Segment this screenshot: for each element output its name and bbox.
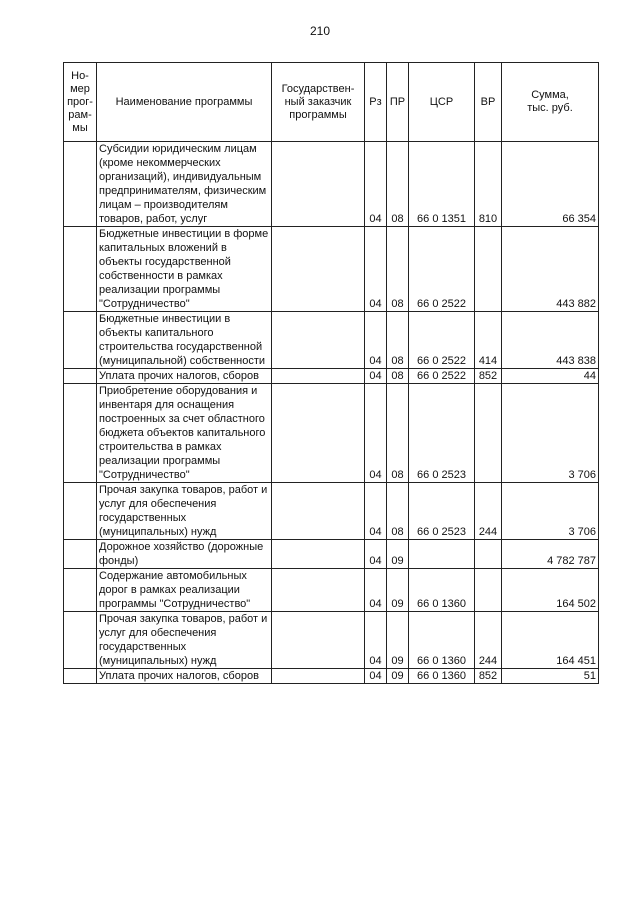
cell-csr: 66 0 2523 — [409, 483, 475, 540]
cell-sum: 44 — [502, 369, 599, 384]
header-pr: ПР — [387, 63, 409, 142]
cell-csr: 66 0 1351 — [409, 142, 475, 227]
cell-name: Прочая закупка товаров, работ и услуг для обеспечения государственных (муниципальных) нужд — [97, 483, 272, 540]
cell-sum: 66 354 — [502, 142, 599, 227]
cell-rz: 04 — [365, 483, 387, 540]
cell-customer — [272, 227, 365, 312]
cell-sum: 443 882 — [502, 227, 599, 312]
cell-name: Субсидии юридическим лицам (кроме некоммерческих организаций), индивидуальным предпринимателям, физическим лицам – производителям товаров, работ, услуг — [97, 142, 272, 227]
cell-rz: 04 — [365, 227, 387, 312]
table-row — [64, 312, 599, 369]
table-row — [64, 569, 599, 612]
cell-sum: 164 451 — [502, 612, 599, 669]
cell-customer — [272, 540, 365, 569]
table-row — [64, 227, 599, 312]
cell-pr: 08 — [387, 369, 409, 384]
cell-pr: 08 — [387, 384, 409, 483]
table-row — [64, 669, 599, 684]
cell-csr: 66 0 2522 — [409, 227, 475, 312]
cell-sum: 3 706 — [502, 384, 599, 483]
cell-customer — [272, 142, 365, 227]
header-rz: Рз — [365, 63, 387, 142]
cell-pr: 09 — [387, 540, 409, 569]
table-row — [64, 612, 599, 669]
cell-vr: 810 — [475, 142, 502, 227]
header-vr: ВР — [475, 63, 502, 142]
cell-pr: 09 — [387, 569, 409, 612]
cell-vr — [475, 569, 502, 612]
page-number: 210 — [309, 24, 331, 38]
table-row — [64, 483, 599, 540]
cell-name: Приобретение оборудования и инвентаря для оснащения построенных за счет областного бюджета объектов капитального строительства в рамках реализации программы "Сотрудничество" — [97, 384, 272, 483]
cell-pr: 08 — [387, 483, 409, 540]
cell-customer — [272, 369, 365, 384]
cell-customer — [272, 612, 365, 669]
cell-csr: 66 0 1360 — [409, 569, 475, 612]
cell-number — [64, 312, 97, 369]
cell-pr: 09 — [387, 669, 409, 684]
cell-csr: 66 0 2522 — [409, 312, 475, 369]
header-csr: ЦСР — [409, 63, 475, 142]
cell-customer — [272, 312, 365, 369]
header-sum: Сумма, тыс. руб. — [502, 63, 599, 142]
cell-csr: 66 0 2522 — [409, 369, 475, 384]
cell-rz: 04 — [365, 142, 387, 227]
cell-customer — [272, 669, 365, 684]
header-state-customer: Государствен- ный заказчик программы — [272, 63, 365, 142]
table-row — [64, 540, 599, 569]
cell-number — [64, 483, 97, 540]
cell-vr — [475, 227, 502, 312]
cell-rz: 04 — [365, 384, 387, 483]
cell-sum: 4 782 787 — [502, 540, 599, 569]
cell-name: Уплата прочих налогов, сборов — [97, 369, 272, 384]
cell-name: Бюджетные инвестиции в форме капитальных вложений в объекты государственной собственности в рамках реализации программы "Сотрудничество" — [97, 227, 272, 312]
cell-pr: 08 — [387, 312, 409, 369]
cell-sum: 164 502 — [502, 569, 599, 612]
cell-csr: 66 0 1360 — [409, 612, 475, 669]
cell-sum: 3 706 — [502, 483, 599, 540]
cell-name: Дорожное хозяйство (дорожные фонды) — [97, 540, 272, 569]
cell-number — [64, 142, 97, 227]
cell-customer — [272, 384, 365, 483]
cell-name: Уплата прочих налогов, сборов — [97, 669, 272, 684]
cell-number — [64, 540, 97, 569]
cell-rz: 04 — [365, 669, 387, 684]
cell-sum: 51 — [502, 669, 599, 684]
cell-number — [64, 569, 97, 612]
cell-sum: 443 838 — [502, 312, 599, 369]
table-row — [64, 384, 599, 483]
cell-customer — [272, 569, 365, 612]
table-row — [64, 369, 599, 384]
cell-vr — [475, 384, 502, 483]
cell-vr — [475, 540, 502, 569]
cell-rz: 04 — [365, 369, 387, 384]
cell-number — [64, 369, 97, 384]
cell-csr: 66 0 2523 — [409, 384, 475, 483]
cell-rz: 04 — [365, 540, 387, 569]
cell-customer — [272, 483, 365, 540]
budget-table — [63, 62, 599, 684]
cell-name: Прочая закупка товаров, работ и услуг для обеспечения государственных (муниципальных) нужд — [97, 612, 272, 669]
cell-csr — [409, 540, 475, 569]
cell-vr: 244 — [475, 483, 502, 540]
cell-rz: 04 — [365, 569, 387, 612]
cell-pr: 09 — [387, 612, 409, 669]
table-row — [64, 142, 599, 227]
cell-number — [64, 384, 97, 483]
cell-vr: 852 — [475, 669, 502, 684]
cell-number — [64, 669, 97, 684]
header-program-number: Но- мер прог- рам- мы — [64, 63, 97, 142]
cell-number — [64, 612, 97, 669]
cell-pr: 08 — [387, 142, 409, 227]
cell-rz: 04 — [365, 312, 387, 369]
cell-name: Бюджетные инвестиции в объекты капитального строительства государственной (муниципальной) собственности — [97, 312, 272, 369]
table-header-row — [64, 63, 599, 142]
cell-pr: 08 — [387, 227, 409, 312]
cell-vr: 852 — [475, 369, 502, 384]
cell-name: Содержание автомобильных дорог в рамках реализации программы "Сотрудничество" — [97, 569, 272, 612]
header-program-name: Наименование программы — [97, 63, 272, 142]
cell-vr: 244 — [475, 612, 502, 669]
cell-rz: 04 — [365, 612, 387, 669]
cell-csr: 66 0 1360 — [409, 669, 475, 684]
cell-number — [64, 227, 97, 312]
cell-vr: 414 — [475, 312, 502, 369]
